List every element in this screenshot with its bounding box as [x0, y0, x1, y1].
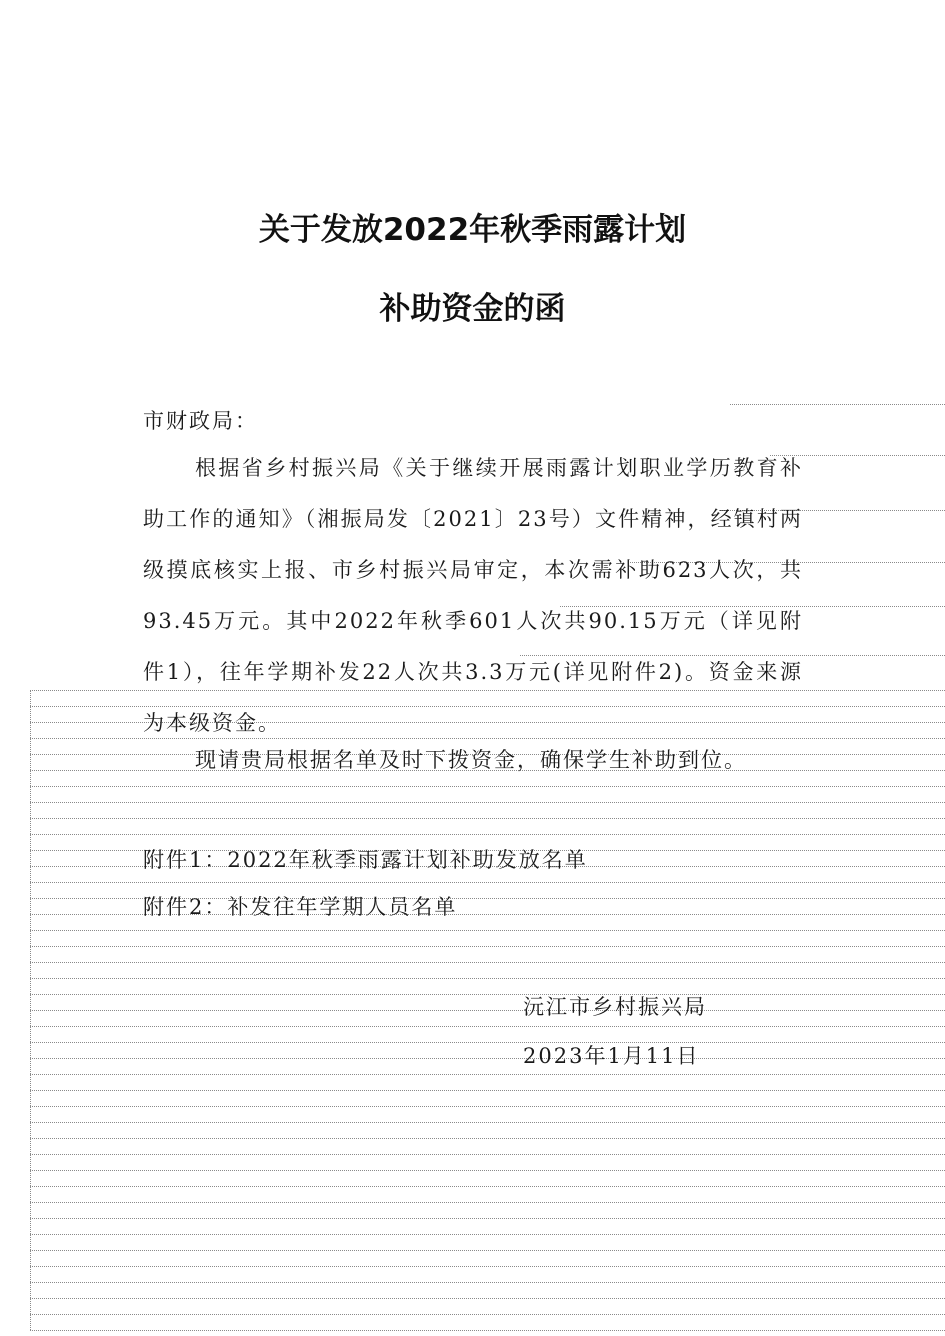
letter-title-line-1: 关于发放2022年秋季雨露计划	[258, 212, 687, 248]
attachment-1: 附件1：2022年秋季雨露计划补助发放名单	[143, 848, 588, 872]
addressee: 市财政局：	[143, 409, 258, 433]
body-paragraph-1: 根据省乡村振兴局《关于继续开展雨露计划职业学历教育补助工作的通知》（湘振局发〔2021〕23号）文件精神，经镇村两级摸底核实上报、市乡村振兴局审定，本次需补助623人次，共93.45万元。其中2022年秋季601人次共90.15万元（详见附件1），往年学期补发22人次共3.3万元(详见附件2)。资金来源为本级资金。	[143, 456, 803, 735]
signature-date: 2023年1月11日	[523, 1044, 700, 1068]
letter-title-line-2: 补助资金的函	[379, 291, 566, 327]
signature-organization: 沅江市乡村振兴局	[523, 995, 707, 1019]
attachment-2: 附件2：补发往年学期人员名单	[143, 895, 458, 919]
body-paragraph-2: 现请贵局根据名单及时下拨资金，确保学生补助到位。	[195, 748, 747, 772]
